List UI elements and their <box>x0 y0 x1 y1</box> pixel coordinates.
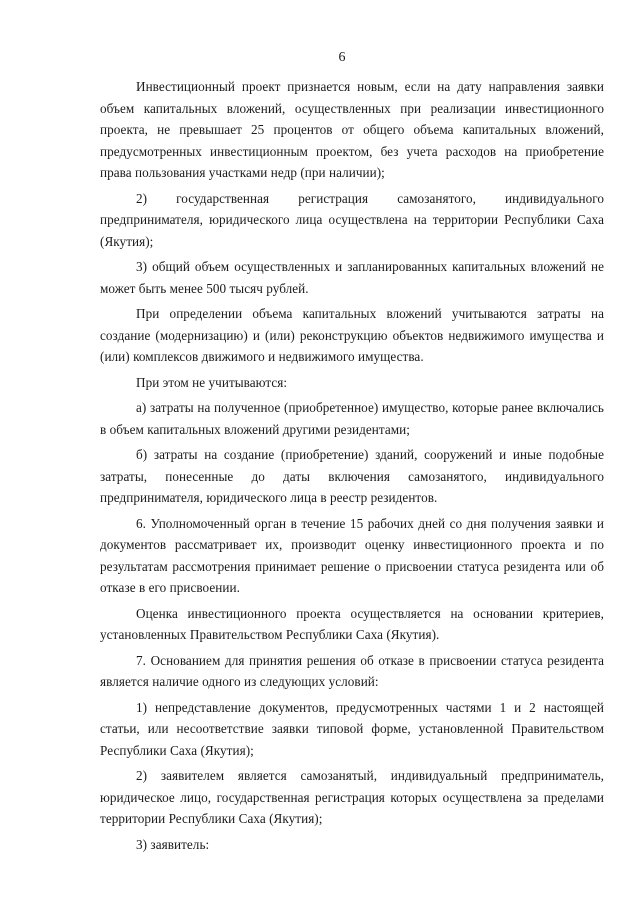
paragraph-evaluation-criteria: Оценка инвестиционного проекта осуществляется на основании критериев, установленных Правительством Республики Саха (Якутия). <box>100 605 604 642</box>
paragraph-refusal-item-2: 2) заявителем является самозанятый, индивидуальный предприниматель, юридическое лицо, государственная регистрация которых осуществлена за пределами территории Республики Саха (Якутия); <box>100 768 604 826</box>
paragraph-not-counted: При этом не учитываются: <box>136 374 288 390</box>
paragraph-refusal-item-1: 1) непредставление документов, предусмотренных частями 1 и 2 настоящей статьи, или несоответствие заявки типовой форме, установленной Правительством Республики Саха (Якутия); <box>100 699 604 758</box>
paragraph-item-2-registration: 2) государственная регистрация самозанятого, индивидуального предпринимателя, юридического лица осуществлена на территории Республики Саха (Якутия); <box>100 190 604 249</box>
paragraph-new-project-definition: Инвестиционный проект признается новым, если на дату направления заявки объем капитальных вложений, осуществленных при реализации инвестиционного проекта, не превышает 25 процентов от общего объема капитальных вложений, предусмотренных инвестиционным проектом, без учета расходов на приобретение права пользования участками недр (при наличии); <box>100 79 604 180</box>
page-number: 6 <box>338 50 346 65</box>
paragraph-item-3-investment-volume: 3) общий объем осуществленных и запланированных капитальных вложений не может быть менее 500 тысяч рублей. <box>100 259 604 296</box>
paragraph-capital-investment-scope: При определении объема капитальных вложений учитываются затраты на создание (модернизацию) и (или) реконструкцию объектов недвижимого имущества и (или) комплексов движимого и недвижимого имущества. <box>100 306 604 364</box>
paragraph-section-7: 7. Основанием для принятия решения об отказе в присвоении статуса резидента является наличие одного из следующих условий: <box>100 652 604 689</box>
paragraph-subitem-a: а) затраты на полученное (приобретенное) имущество, которые ранее включались в объем капитальных вложений другими резидентами; <box>100 400 604 437</box>
paragraph-refusal-item-3: 3) заявитель: <box>136 836 210 852</box>
paragraph-section-6: 6. Уполномоченный орган в течение 15 рабочих дней со дня получения заявки и документов рассматривает их, производит оценку инвестиционного проекта и по результатам рассмотрения принимает решение о присвоении статуса резидента или об отказе в его присвоении. <box>100 515 604 595</box>
document-body <box>100 76 604 859</box>
paragraph-subitem-b: б) затраты на создание (приобретение) зданий, сооружений и иные подобные затраты, понесенные до даты включения самозанятого, индивидуального предпринимателя, юридического лица в реестр резидентов. <box>100 447 604 505</box>
